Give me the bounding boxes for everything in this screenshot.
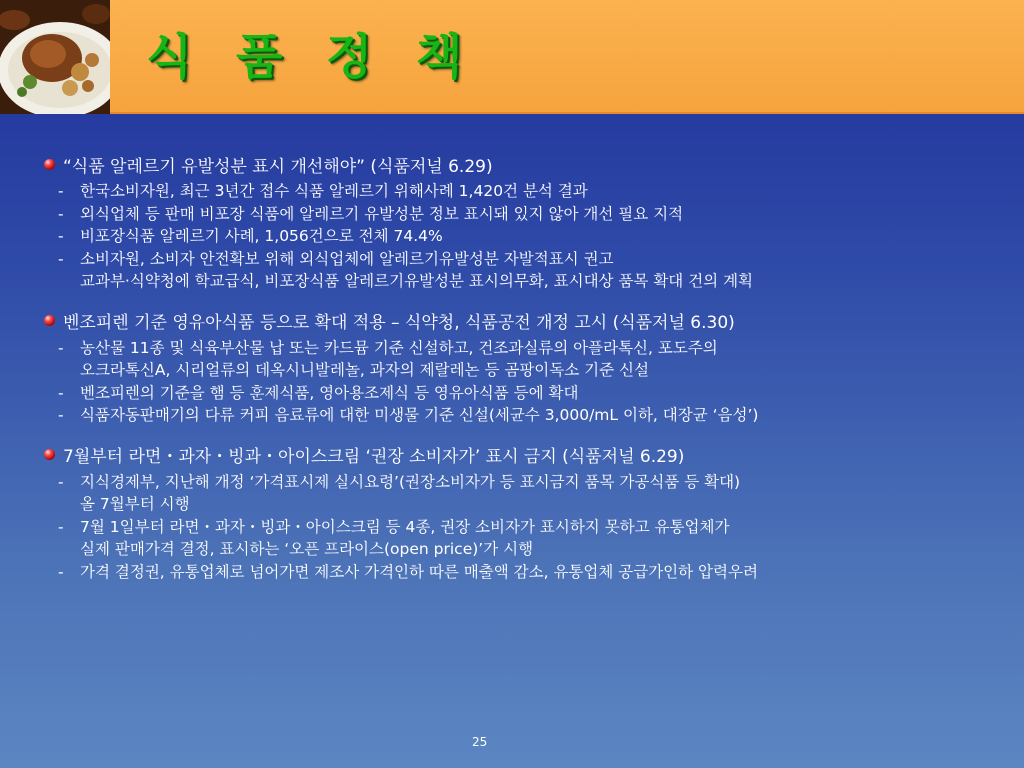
item-dash: -	[58, 383, 64, 402]
list-item-continuation	[44, 359, 1004, 382]
food-photo	[0, 0, 110, 114]
item-dash: -	[58, 562, 64, 581]
item-text: 지식경제부, 지난해 개정 ‘가격표시제 실시요령’(권장소비자가 등 표시금지 품목 가공식품 등 확대)	[80, 472, 741, 491]
list-item-continuation	[44, 538, 1004, 561]
slide-title: 식 품 정 책	[146, 29, 476, 85]
item-dash: -	[58, 517, 64, 536]
red-sphere-bullet-icon	[44, 315, 55, 326]
item-dash: -	[58, 249, 64, 268]
list-item	[44, 404, 1004, 427]
red-sphere-bullet-icon	[44, 159, 55, 170]
item-text: 교과부·식약청에 학교급식, 비포장식품 알레르기유발성분 표시의무화, 표시대상 품목 확대 건의 계획	[80, 272, 754, 290]
list-item	[44, 471, 1004, 494]
page-number: 25	[472, 735, 488, 749]
item-text: 7월 1일부터 라면・과자・빙과・아이스크림 등 4종, 권장 소비자가 표시하지 못하고 유통업체가	[80, 517, 730, 536]
item-dash: -	[58, 406, 64, 424]
section-price-labeling	[44, 441, 1004, 584]
section-title: “식품 알레르기 유발성분 표시 개선해야” (식품저널 6.29)	[63, 156, 493, 177]
item-text: 외식업체 등 판매 비포장 식품에 알레르기 유발성분 정보 표시돼 있지 않아 개선 필요 지적	[80, 204, 684, 223]
item-dash: -	[58, 182, 64, 200]
list-item-continuation	[44, 493, 1004, 516]
list-item	[44, 180, 1004, 203]
list-item-continuation	[44, 270, 1004, 293]
item-text: 식품자동판매기의 다류 커피 음료류에 대한 미생물 기준 신설(세균수 3,000/mL 이하, 대장균 ‘음성’)	[80, 406, 759, 424]
section-heading	[44, 150, 1004, 178]
header-divider	[0, 112, 1024, 114]
item-text: 벤조피렌의 기준을 햄 등 훈제식품, 영아용조제식 등 영유아식품 등에 확대	[80, 383, 579, 402]
section-heading	[44, 441, 1004, 469]
list-item	[44, 561, 1004, 584]
item-dash: -	[58, 472, 64, 491]
list-item	[44, 516, 1004, 539]
item-dash: -	[58, 338, 64, 357]
section-title: 7월부터 라면・과자・빙과・아이스크림 ‘권장 소비자가’ 표시 금지 (식품저널 6.29)	[63, 447, 685, 467]
list-item	[44, 225, 1004, 248]
item-text: 비포장식품 알레르기 사례, 1,056건으로 전체 74.4%	[80, 227, 443, 245]
list-item	[44, 337, 1004, 360]
section-items	[44, 471, 1004, 584]
item-dash: -	[58, 204, 64, 223]
section-heading	[44, 307, 1004, 335]
item-text: 소비자원, 소비자 안전확보 위해 외식업체에 알레르기유발성분 자발적표시 권고	[80, 249, 614, 268]
item-text: 올 7월부터 시행	[80, 495, 190, 513]
section-items	[44, 180, 1004, 293]
red-sphere-bullet-icon	[44, 449, 55, 460]
section-title: 벤조피렌 기준 영유아식품 등으로 확대 적용 – 식약청, 식품공전 개정 고시 (식품저널 6.30)	[63, 313, 735, 333]
section-allergen-labeling	[44, 150, 1004, 293]
section-items	[44, 337, 1004, 427]
item-text: 한국소비자원, 최근 3년간 접수 식품 알레르기 위해사례 1,420건 분석 결과	[80, 182, 588, 200]
list-item	[44, 203, 1004, 226]
item-text: 가격 결정권, 유통업체로 넘어가면 제조사 가격인하 따른 매출액 감소, 유통업체 공급가인하 압력우려	[80, 562, 758, 581]
food-photo-image	[0, 0, 110, 114]
item-text: 농산물 11종 및 식육부산물 납 또는 카드뮴 기준 신설하고, 건조과실류의 아플라톡신, 포도주의	[80, 338, 718, 357]
list-item	[44, 248, 1004, 271]
list-item	[44, 382, 1004, 405]
item-text: 오크라톡신A, 시리얼류의 데옥시니발레놀, 과자의 제랄레논 등 곰팡이독소 기준 신설	[80, 361, 649, 379]
slide-content	[44, 150, 1004, 597]
item-text: 실제 판매가격 결정, 표시하는 ‘오픈 프라이스(open price)’가 시행	[80, 540, 534, 558]
section-benzopyrene	[44, 307, 1004, 427]
item-dash: -	[58, 227, 64, 245]
